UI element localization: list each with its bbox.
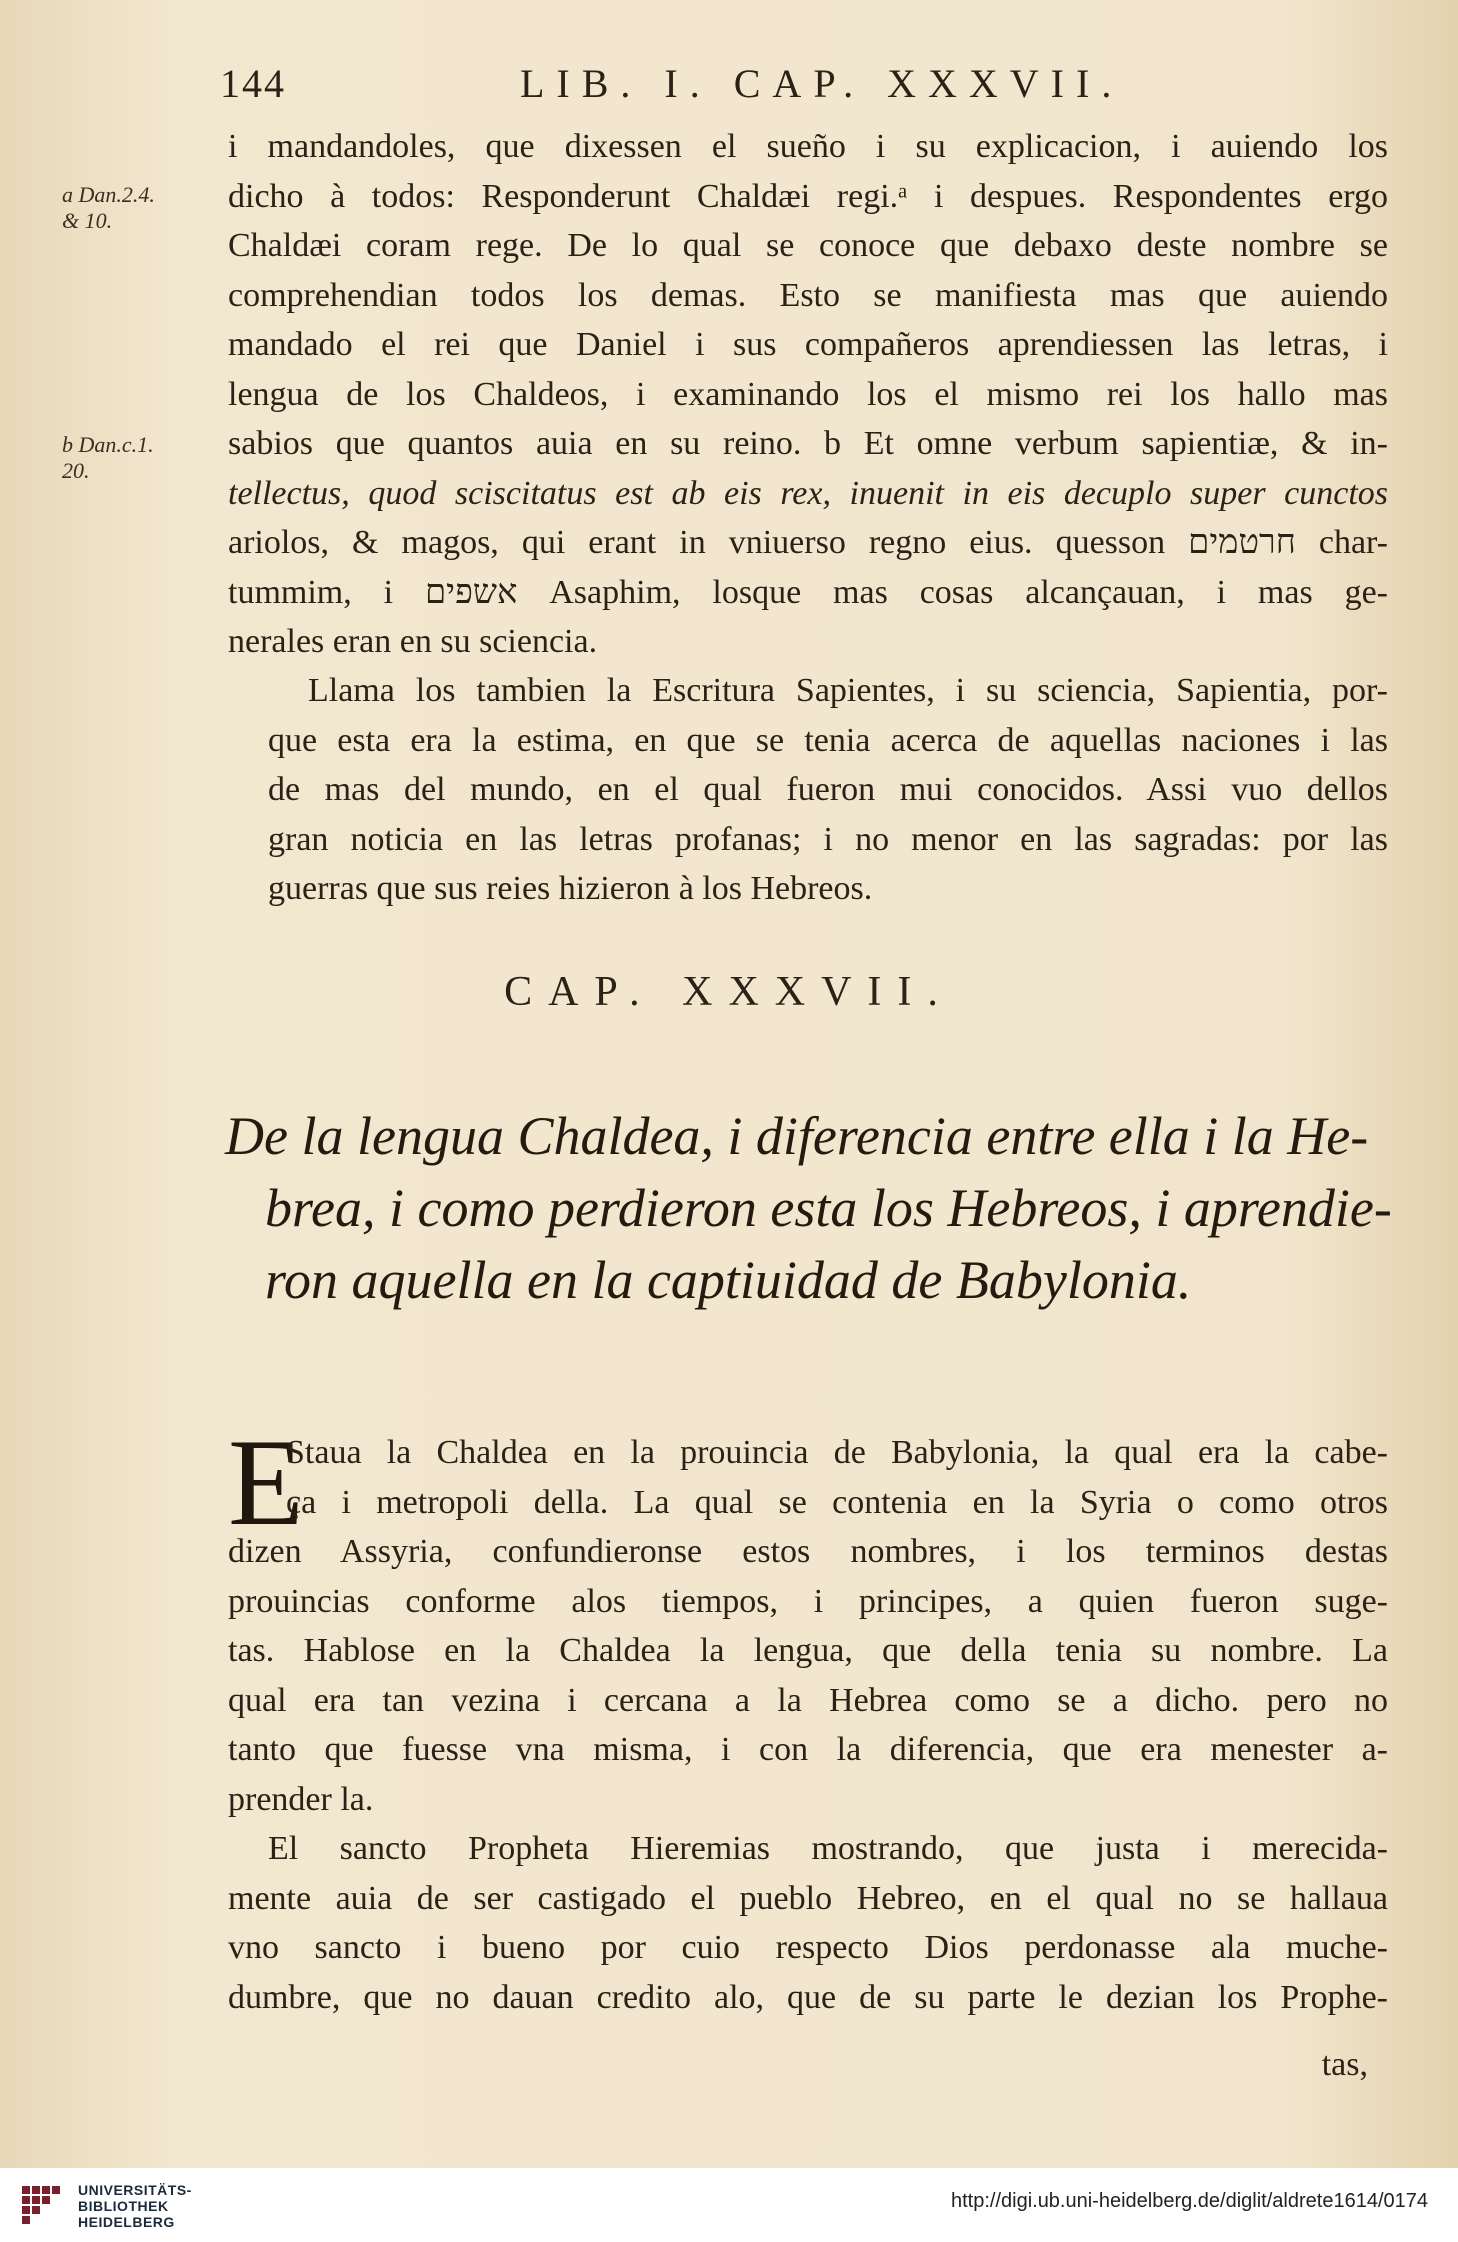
margin-note-a: a Dan.2.4. & 10. bbox=[62, 182, 155, 233]
text-line: sabios que quantos auia en su reino. b Et omne verbum sapientiæ, & in- bbox=[228, 425, 1388, 462]
text-line: Staua la Chaldea en la prouincia de Babylonia, la qual era la cabe- bbox=[286, 1434, 1388, 1471]
library-name-line: BIBLIOTHEK bbox=[78, 2198, 169, 2214]
text-line: comprehendian todos los demas. Esto se manifiesta mas que auiendo bbox=[228, 276, 1388, 314]
text-line: qual era tan vezina i cercana a la Hebrea como se a dicho. pero no bbox=[228, 1681, 1388, 1719]
chapter-subtitle bbox=[225, 1100, 1392, 1316]
text-line: de mas del mundo, en el qual fueron mui conocidos. Assi vuo dellos bbox=[268, 771, 1388, 808]
drop-cap: E bbox=[228, 1414, 304, 1551]
text-line: guerras que sus reies hizieron à los Hebreos. bbox=[268, 870, 873, 907]
text-line: prouincias conforme alos tiempos, i principes, a quien fueron suge- bbox=[228, 1582, 1388, 1620]
text-line: dicho à todos: Responderunt Chaldæi regi.ᵃ i despues. Respondentes ergo bbox=[228, 177, 1388, 215]
running-head: LIB. I. CAP. XXXVII. bbox=[520, 61, 1124, 106]
subtitle-line: De la lengua Chaldea, i diferencia entre ella i la He- bbox=[225, 1106, 1369, 1166]
digitization-url-link[interactable]: http://digi.ub.uni-heidelberg.de/diglit/aldrete1614/0174 bbox=[950, 2190, 1428, 2212]
subtitle-line: brea, i como perdieron esta los Hebreos, i aprendie- bbox=[265, 1178, 1392, 1238]
text-line: dumbre, que no dauan credito alo, que de su parte le dezian los Prophe- bbox=[228, 1978, 1388, 2016]
subtitle-line: ron aquella en la captiuidad de Babylonia. bbox=[265, 1250, 1192, 1310]
paragraph-continuation bbox=[228, 122, 1388, 667]
text-line: ariolos, & magos, qui erant in vniuerso regno eius. quesson חרטמים char- bbox=[228, 524, 1388, 561]
page-number: 144 bbox=[220, 61, 286, 106]
text-line: mandado el rei que Daniel i sus compañeros aprendiessen las letras, i bbox=[228, 326, 1388, 363]
library-name-line: HEIDELBERG bbox=[78, 2214, 175, 2230]
paragraph-hieremias bbox=[228, 1824, 1388, 2022]
library-name bbox=[78, 2182, 192, 2230]
paragraph-staua bbox=[228, 1414, 1388, 1824]
text-line: lengua de los Chaldeos, i examinando los el mismo rei los hallo mas bbox=[228, 375, 1388, 413]
catchword-block bbox=[228, 2040, 1388, 2090]
text-line: vno sancto i bueno por cuio respecto Dios perdonasse ala muche- bbox=[228, 1929, 1388, 1966]
text-line: mente auia de ser castigado el pueblo Hebreo, en el qual no se hallaua bbox=[228, 1879, 1388, 1917]
margin-note-b: b Dan.c.1. 20. bbox=[62, 432, 154, 483]
text-line: nerales eran en su sciencia. bbox=[228, 623, 598, 660]
university-library-logo-icon bbox=[18, 2182, 64, 2228]
text-line: tummim, i אשפים Asaphim, losque mas cosas alcançauan, i mas ge- bbox=[228, 573, 1388, 611]
text-line: i mandandoles, que dixessen el sueño i su explicacion, i auiendo los bbox=[228, 128, 1388, 165]
text-line: El sancto Propheta Hieremias mostrando, que justa i merecida- bbox=[268, 1830, 1388, 1867]
catchword: tas, bbox=[1321, 2046, 1368, 2083]
text-line: Llama los tambien la Escritura Sapientes, i su sciencia, Sapientia, por- bbox=[308, 672, 1388, 709]
text-line: tas. Hablose en la Chaldea la lengua, que della tenia su nombre. La bbox=[228, 1632, 1388, 1669]
footer-bar bbox=[0, 2168, 1458, 2242]
text-line: ça i metropoli della. La qual se contenia en la Syria o como otros bbox=[286, 1483, 1388, 1521]
text-line: Chaldæi coram rege. De lo qual se conoce que debaxo deste nombre se bbox=[228, 227, 1388, 264]
text-line: prender la. bbox=[228, 1780, 374, 1818]
text-line: tellectus, quod sciscitatus est ab eis rex, inuenit in eis decuplo super cunctos bbox=[228, 474, 1388, 512]
text-line: tanto que fuesse vna misma, i con la diferencia, que era menester a- bbox=[228, 1731, 1388, 1768]
library-name-line: UNIVERSITÄTS- bbox=[78, 2182, 192, 2198]
text-line: dizen Assyria, confundieronse estos nombres, i los terminos destas bbox=[228, 1533, 1388, 1570]
paragraph-llama bbox=[228, 666, 1388, 914]
chapter-title: CAP. XXXVII. bbox=[504, 969, 954, 1015]
text-line: que esta era la estima, en que se tenia acerca de aquellas naciones i las bbox=[268, 721, 1388, 759]
page-header bbox=[220, 60, 1220, 110]
text-line: gran noticia en las letras profanas; i no menor en las sagradas: por las bbox=[268, 820, 1388, 858]
